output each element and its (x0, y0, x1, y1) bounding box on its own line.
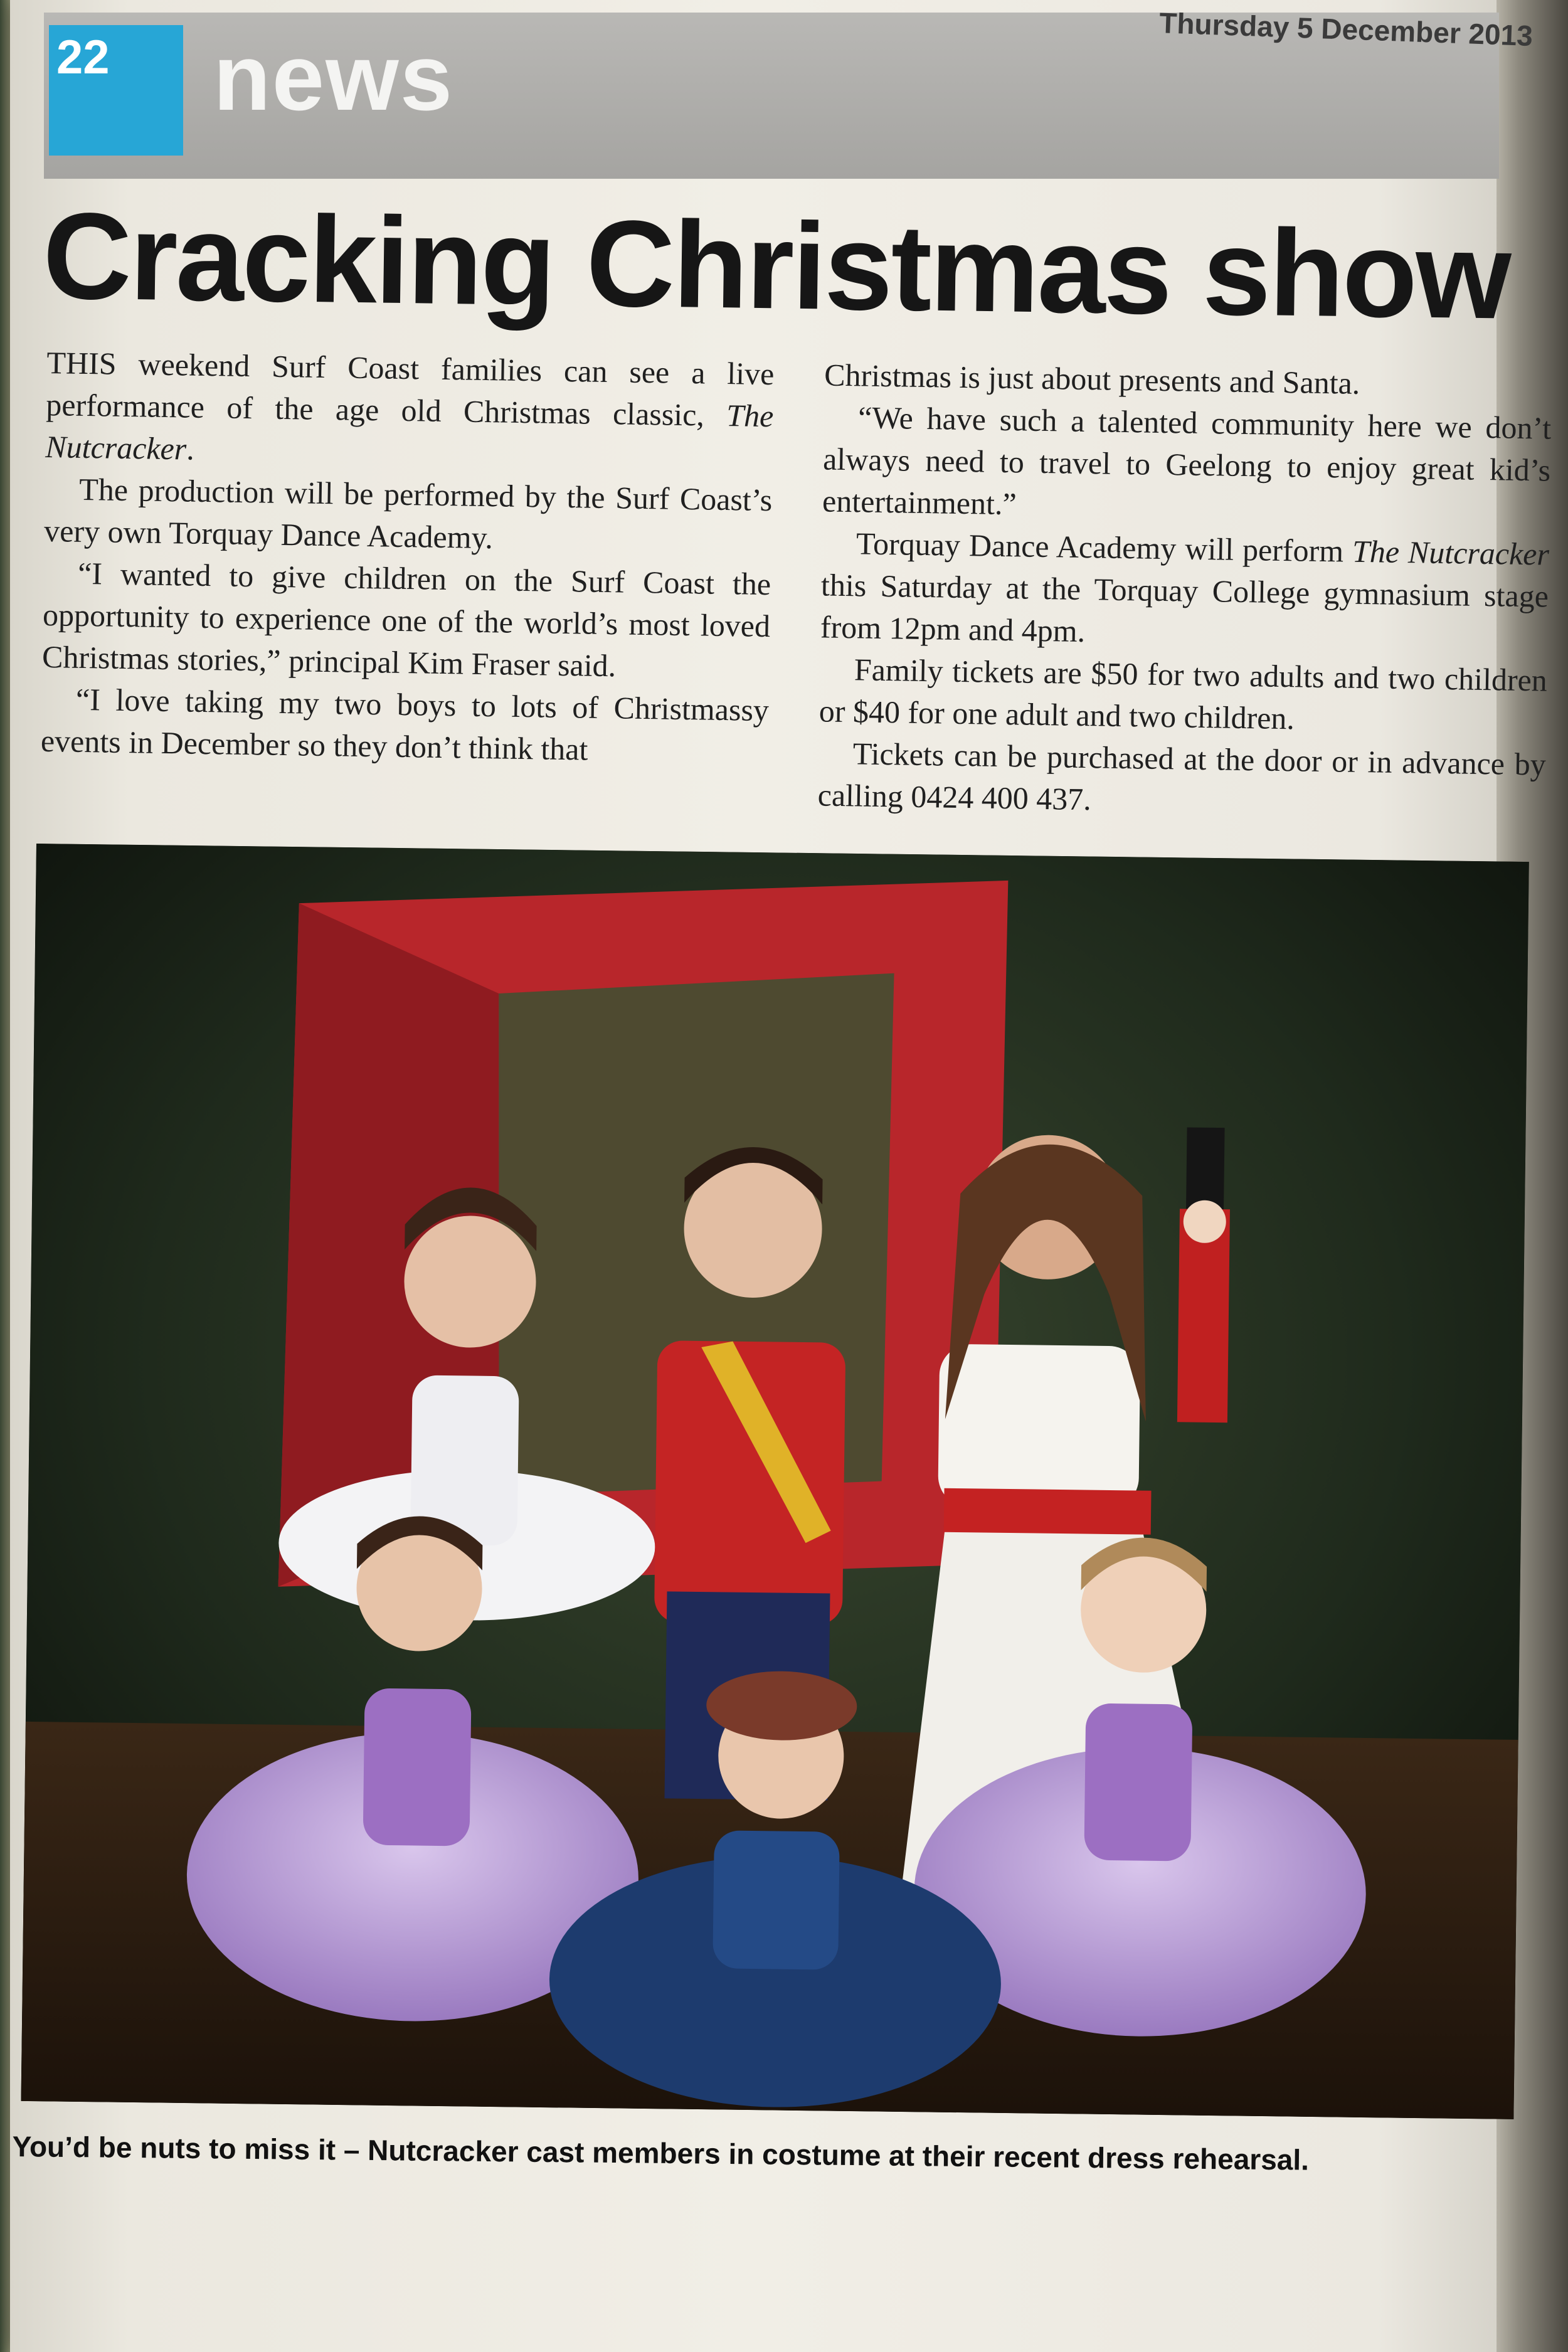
cast-photo (21, 844, 1529, 2119)
paragraph: “I love taking my two boys to lots of Christmassy events in December so they don’t think that (40, 681, 770, 767)
left-background-edge (0, 0, 10, 2352)
paragraph: Tickets can be purchased at the door or in advance by calling 0424 400 437. (817, 736, 1547, 817)
paragraph: The production will be performed by the Surf Coast’s very own Torquay Dance Academy. (43, 471, 773, 556)
paragraph: “We have such a talented community here we don’t always need to travel to Geelong to enjoy great kid’s entertainment.” (822, 400, 1552, 522)
dateline: Thursday 5 December 2013 (1158, 6, 1534, 52)
article-body (40, 342, 1552, 842)
paragraph: Torquay Dance Academy will perform The Nutcracker this Saturday at the Torquay College gymnasium stage from 12pm and 4pm. (820, 526, 1550, 649)
photo-caption: You’d be nuts to miss it – Nutcracker cast members in costume at their recent dress rehearsal. (12, 2130, 1310, 2176)
right-column (817, 354, 1552, 827)
paragraph: Family tickets are $50 for two adults and two children or $40 for one adult and two children. (818, 652, 1548, 736)
section-label: news (213, 24, 454, 130)
left-column (40, 342, 774, 773)
paragraph: “I wanted to give children on the Surf Coast the opportunity to experience one of the world’s most loved Christmas stories,” principal Kim Fraser said. (41, 555, 771, 684)
headline: Cracking Christmas show (41, 187, 1510, 345)
paragraph: Christmas is just about presents and Santa. (824, 357, 1360, 401)
page-number: 22 (49, 25, 183, 156)
paragraph: THIS weekend Surf Coast families can see a live performance of the age old Christmas classic, The Nutcracker. (45, 344, 775, 467)
